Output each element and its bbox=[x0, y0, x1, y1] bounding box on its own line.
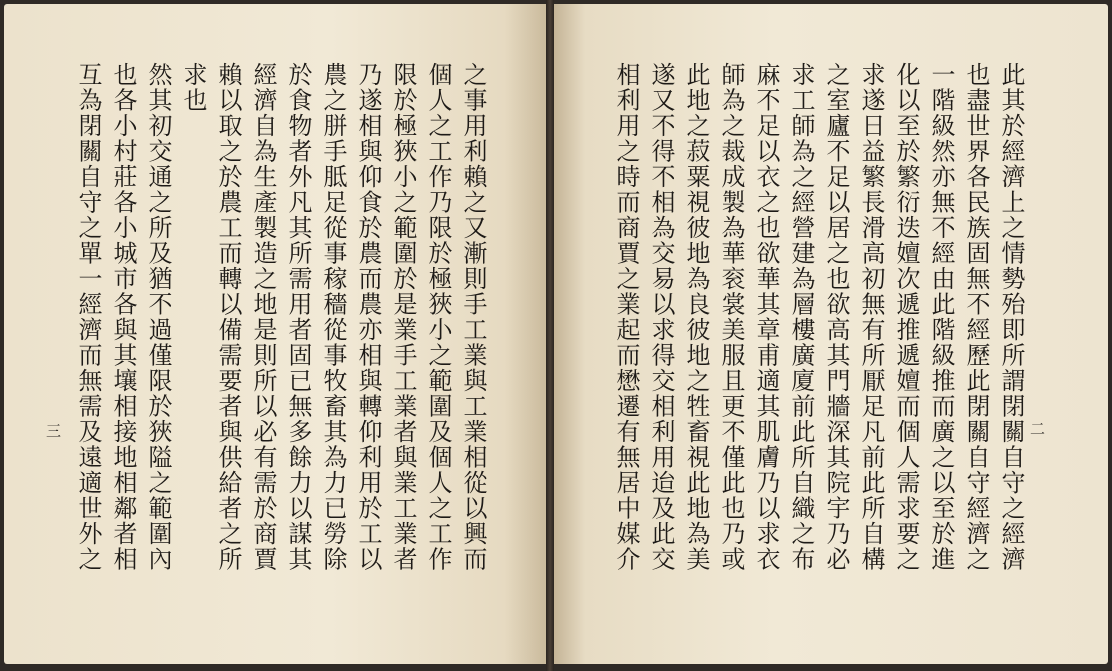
book-gutter bbox=[546, 0, 554, 671]
text-column: 經濟自為生產製造之地是則所以必有需於商賈 bbox=[249, 62, 277, 572]
page-number-right: 二 bbox=[1030, 420, 1046, 438]
right-page-text bbox=[610, 62, 1026, 572]
text-column: 相利用之時而商賈之業起而懋遷有無居中媒介 bbox=[612, 62, 640, 572]
text-column: 賴以取之於農工而轉以備需要者與供給者之所 bbox=[214, 62, 242, 572]
page-number-left: 三 bbox=[46, 422, 62, 440]
text-column: 一階級然亦無不經由此階級推而廣之以至於進 bbox=[927, 62, 955, 572]
left-page-text bbox=[72, 62, 488, 572]
text-column: 個人之工作乃限於極狹小之範圍及個人之工作 bbox=[424, 62, 452, 572]
text-column: 於食物者外凡其所需用者固已無多餘力以謀其 bbox=[284, 62, 312, 572]
text-column: 限於極狹小之範圍於是業手工業者與業工業者 bbox=[389, 62, 417, 572]
text-column: 求工師為之經營建為層樓廣廈前此所自織之布 bbox=[787, 62, 815, 572]
text-column: 然其初交通之所及猶不過僅限於狹隘之範圍內 bbox=[144, 62, 172, 572]
text-column: 此其於經濟上之情勢殆即所謂閉關自守之經濟 bbox=[997, 62, 1025, 572]
text-column: 乃遂相與仰食於農而農亦相與轉仰利用於工以 bbox=[354, 62, 382, 572]
text-column: 求也 bbox=[179, 62, 207, 113]
text-column: 之室廬不足以居之也欲高其門牆深其院宇乃必 bbox=[822, 62, 850, 572]
text-column: 也各小村莊各小城市各與其壤相接地相鄰者相 bbox=[109, 62, 137, 572]
text-column: 化以至於繁衍迭嬗次遞推遞嬗而個人需求要之 bbox=[892, 62, 920, 572]
text-column: 互為閉關自守之單一經濟而無需及遠適世外之 bbox=[74, 62, 102, 572]
text-column: 之事用利賴之又漸則手工業與工業相從以興而 bbox=[459, 62, 487, 572]
text-column: 求遂日益繁長滑高初無有所厭足凡前此所自構 bbox=[857, 62, 885, 572]
text-column: 師為之裁成製為華衮裳美服且更不僅此也乃或 bbox=[717, 62, 745, 572]
text-column: 也盡世界各民族固無不經歷此閉關自守經濟之 bbox=[962, 62, 990, 572]
text-column: 農之胼手胝足從事稼穡從事牧畜其為力已勞除 bbox=[319, 62, 347, 572]
text-column: 麻不足以衣之也欲華其章甫適其肌膚乃以求衣 bbox=[752, 62, 780, 572]
text-column: 遂又不得不相為交易以求得交相利用迨及此交 bbox=[647, 62, 675, 572]
text-column: 此地之菽粟視彼地為良彼地之牲畜視此地為美 bbox=[682, 62, 710, 572]
